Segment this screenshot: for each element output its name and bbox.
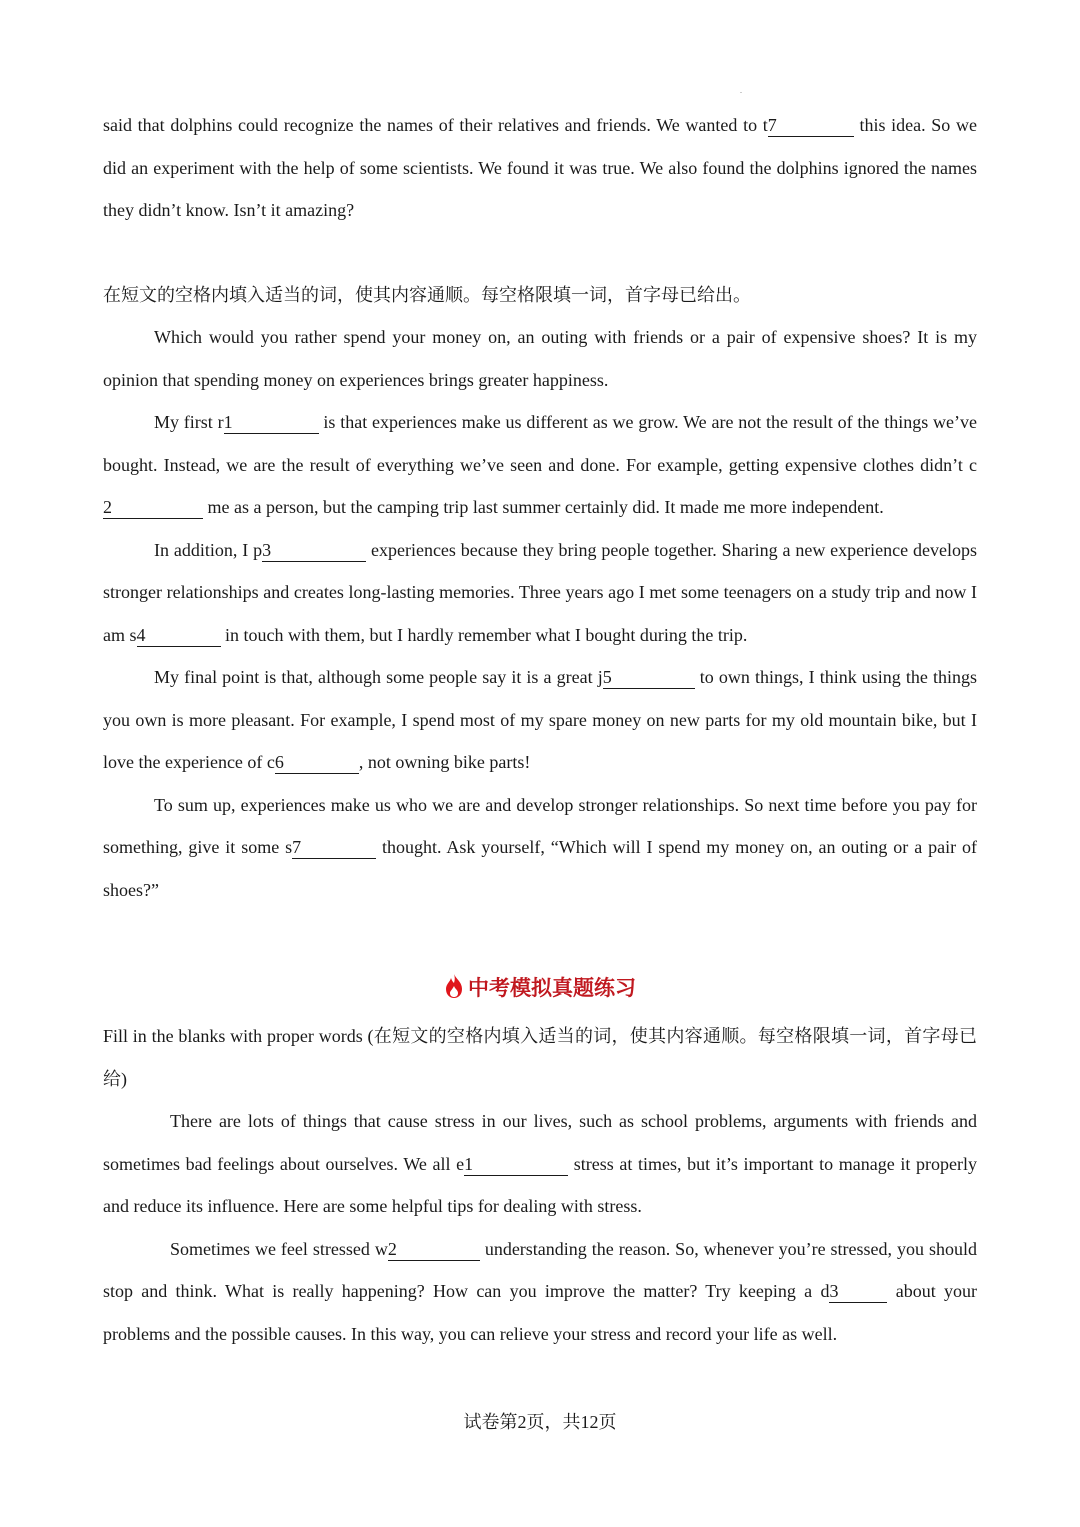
section2-paragraph-4: My final point is that, although some people say it is a great j5 to own things, I think using the things you own is more pleasant. For example, I spend most of my spare money on new parts for my old mountain bike, but I love the experience of c6 , not owning bike parts! bbox=[103, 667, 977, 772]
page-footer: 试卷第2页，共12页 bbox=[463, 1412, 617, 1432]
blank-6[interactable]: 6 bbox=[275, 752, 359, 774]
section2-paragraph-2: My first r1 is that experiences make us different as we grow. We are not the result of the things we’ve bought. Instead, we are the result of everything we’ve seen and done. For example, getting expensive clothes didn’t c2 me as a person, but the camping trip last summer certainly did. It made me more independent. bbox=[103, 412, 977, 517]
blank-3[interactable]: 3 bbox=[262, 540, 366, 562]
blank-s3-3[interactable]: 3 bbox=[829, 1281, 887, 1303]
section3-instruction: Fill in the blanks with proper words (在短文的空格内填入适当的词，使其内容通顺。每空格限填一词，首字母已给) bbox=[103, 1026, 977, 1089]
page-content bbox=[103, 104, 977, 1355]
section2-paragraph-1: Which would you rather spend your money on, an outing with friends or a pair of expensive shoes? It is my opinion that spending money on experiences brings greater happiness. bbox=[103, 327, 977, 390]
section2-instruction: 在短文的空格内填入适当的词，使其内容通顺。每空格限填一词，首字母已给出。 bbox=[103, 284, 751, 305]
blank-s3-1[interactable]: 1 bbox=[464, 1154, 568, 1176]
section3-paragraph-2: Sometimes we feel stressed w2 understanding the reason. So, whenever you’re stressed, you should stop and think. What is really happening? How can you improve the matter? Try keeping a d3 about your problems and the possible causes. In this way, you can relieve your stress and record your life as well. bbox=[103, 1238, 977, 1344]
section2-paragraph-3: In addition, I p3 experiences because they bring people together. Sharing a new experience develops stronger relationships and creates long-lasting memories. Three years ago I met some teenagers on a study trip and now I am s4 in touch with them, but I hardly remember what I bought during the trip. bbox=[103, 539, 977, 645]
blank-2[interactable]: 2 bbox=[103, 497, 203, 519]
blank-5[interactable]: 5 bbox=[603, 667, 695, 689]
passage-continuation: said that dolphins could recognize the names of their relatives and friends. We wanted to t7 this idea. So we did an experiment with the help of some scientists. We found it was true. We also found the dolphins ignored the names they didn’t know. Isn’t it amazing? bbox=[103, 115, 977, 220]
blank-7[interactable]: 7 bbox=[768, 115, 854, 137]
blank-7b[interactable]: 7 bbox=[292, 837, 376, 859]
blank-s3-2[interactable]: 2 bbox=[388, 1239, 480, 1261]
flame-icon bbox=[444, 973, 464, 1007]
speck bbox=[740, 92, 742, 93]
section3-paragraph-1: There are lots of things that cause stress in our lives, such as school problems, arguments with friends and sometimes bad feelings about ourselves. We all e1 stress at times, but it’s important to manage it properly and reduce its influence. Here are some helpful tips for dealing with stress. bbox=[103, 1111, 977, 1216]
section2-paragraph-5: To sum up, experiences make us who we are and develop stronger relationships. So next time before you pay for something, give it some s7 thought. Ask yourself, “Which will I spend my money on, an outing or a pair of shoes?” bbox=[103, 794, 977, 900]
section-title: 中考模拟真题练习 bbox=[103, 973, 977, 1007]
blank-4[interactable]: 4 bbox=[137, 625, 221, 647]
blank-1[interactable]: 1 bbox=[224, 412, 319, 434]
